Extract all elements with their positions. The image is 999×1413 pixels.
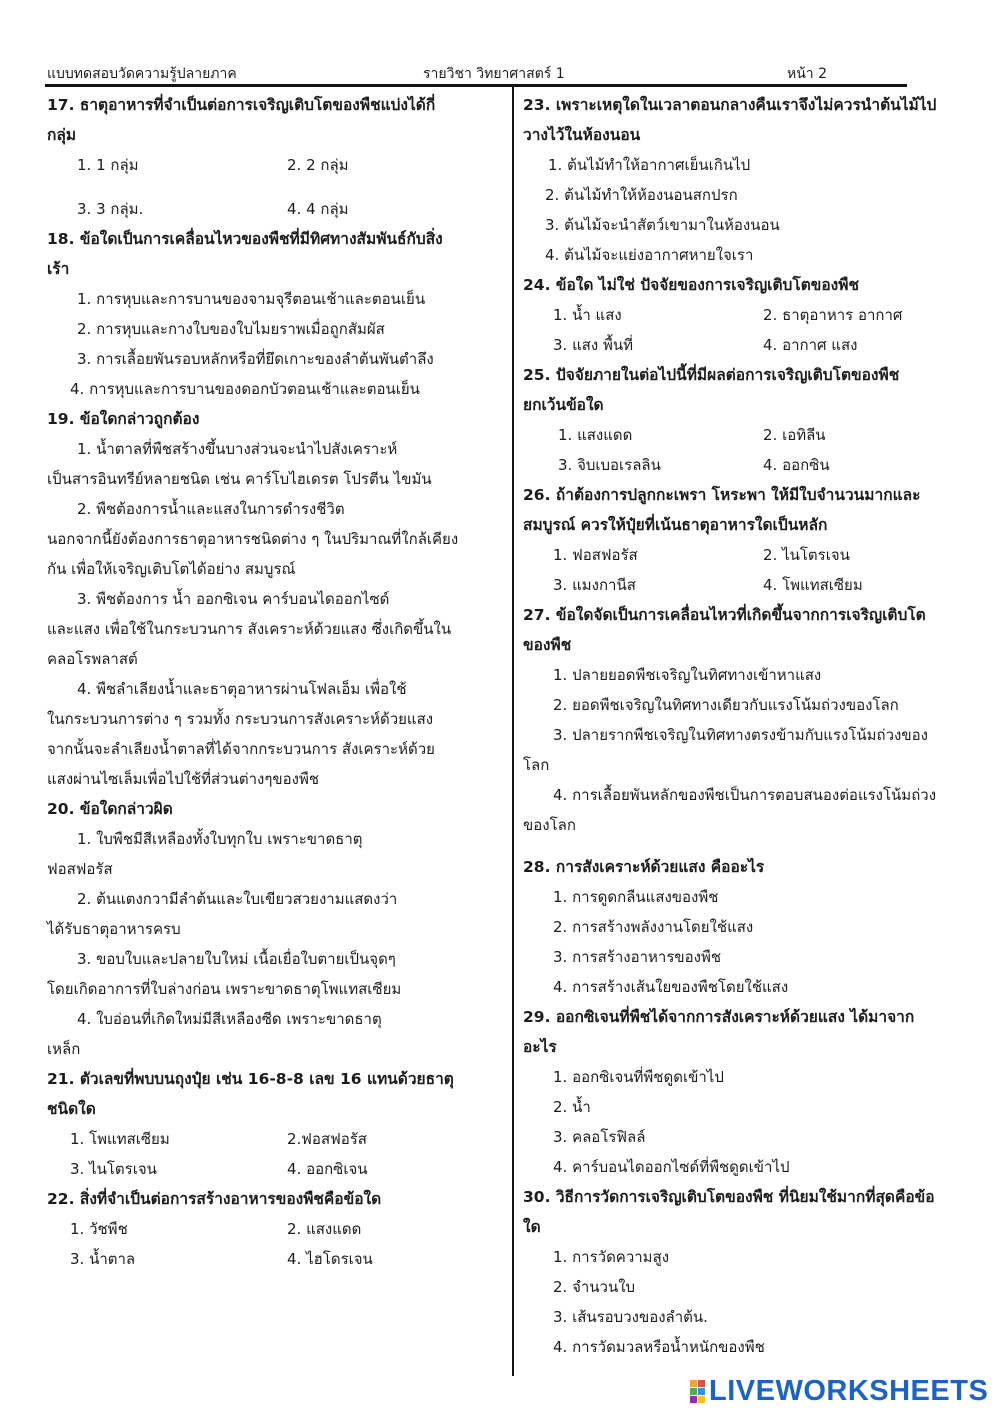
statement-2: 2. ต้นแตงกวามีลำต้นและใบเขียวสวยงามแสดงว่า [77, 890, 398, 908]
option-3: 3. ไนโตรเจน [70, 1160, 157, 1178]
option-2: 2. การสร้างพลังงานโดยใช้แสง [553, 918, 754, 936]
question-title: 18. ข้อใดเป็นการเคลื่อนไหวของพืชที่มีทิศทางสัมพันธ์กับสิ่ง [47, 230, 443, 248]
statement-2-cont: ได้รับธาตุอาหารครบ [47, 920, 181, 938]
question-title: 23. เพราะเหตุใดในเวลาตอนกลางคืนเราจึงไม่ควรนำต้นไม้ไป [523, 96, 937, 114]
question-title: 19. ข้อใดกล่าวถูกต้อง [47, 410, 200, 428]
statement-4-cont: จากนั้นจะลำเลียงน้ำตาลที่ได้จากกระบวนการ สังเคราะห์ด้วย [47, 740, 435, 758]
liveworksheets-logo[interactable] [690, 1376, 988, 1406]
option-1: 1. 1 กลุ่ม [77, 156, 139, 174]
question-title: 17. ธาตุอาหารที่จำเป็นต่อการเจริญเติบโตของพืชแบ่งได้กี่ [47, 96, 436, 114]
option-1: 1. แสงแดด [558, 426, 633, 444]
option-4: 4. 4 กลุ่ม [287, 200, 349, 218]
option-4: 4. การหุบและการบานของดอกบัวตอนเช้าและตอนเย็น [70, 380, 420, 398]
option-2: 2. 2 กลุ่ม [287, 156, 349, 174]
question-title: 21. ตัวเลขที่พบบนถุงปุ๋ย เช่น 16-8-8 เลข 16 แทนด้วยธาตุ [47, 1070, 454, 1088]
option-3-cont: โลก [523, 756, 550, 774]
question-19 [47, 404, 502, 794]
question-18 [47, 224, 502, 404]
header-left: แบบทดสอบวัดความรู้ปลายภาค [47, 66, 237, 82]
option-2: 2. การหุบและกางใบของใบไมยราพเมื่อถูกสัมผัส [77, 320, 385, 338]
option-3: 3. เส้นรอบวงของลำต้น. [553, 1308, 708, 1326]
option-3: 3. คลอโรฟิลล์ [553, 1128, 646, 1146]
question-title-cont: วางไว้ในห้องนอน [523, 126, 641, 144]
column-divider [512, 86, 514, 1376]
option-1: 1. การดูดกลืนแสงของพืช [553, 888, 719, 906]
option-3: 3. น้ำตาล [70, 1250, 136, 1268]
option-3: 3. ปลายรากพืชเจริญในทิศทางตรงข้ามกับแรงโน้มถ่วงของ [553, 726, 928, 744]
question-title-cont: กลุ่ม [47, 126, 77, 144]
option-1: 1. ออกซิเจนที่พืชดูดเข้าไป [553, 1068, 724, 1086]
question-title: 22. สิ่งที่จำเป็นต่อการสร้างอาหารของพืชคือข้อใด [47, 1190, 382, 1208]
option-4-cont: ของโลก [523, 816, 576, 834]
question-20 [47, 794, 502, 1064]
option-2: 2. น้ำ [553, 1098, 591, 1116]
option-3: 3. จิบเบอเรลลิน [558, 456, 661, 474]
option-2: 2. ไนโตรเจน [763, 546, 850, 564]
statement-4-cont: ในกระบวนการต่าง ๆ รวมทั้ง กระบวนการสังเคราะห์ด้วยแสง [47, 710, 434, 728]
option-2: 2. ต้นไม้ทำให้ห้องนอนสกปรก [545, 186, 738, 204]
statement-4: 4. ใบอ่อนที่เกิดใหม่มีสีเหลืองซีด เพราะขาดธาตุ [77, 1010, 382, 1028]
option-3: 3. การเลื้อยพันรอบหลักหรือที่ยึดเกาะของลำต้นพันตำลึง [77, 350, 434, 368]
option-1: 1. วัชพืช [70, 1220, 128, 1238]
left-column [47, 90, 502, 1274]
option-4: 4. ต้นไม้จะแย่งอากาศหายใจเรา [545, 246, 754, 264]
statement-1: 1. ใบพืชมีสีเหลืองทั้งใบทุกใบ เพราะขาดธาตุ [77, 830, 363, 848]
option-1: 1. ฟอสฟอรัส [553, 546, 638, 564]
question-title-cont: อะไร [523, 1038, 557, 1056]
statement-3-cont: คลอโรพลาสต์ [47, 650, 138, 668]
question-title-cont: ชนิดใด [47, 1100, 96, 1118]
statement-1: 1. น้ำตาลที่พืชสร้างขึ้นบางส่วนจะนำไปสังเคราะห์ [77, 440, 398, 458]
question-title-cont: เร้า [47, 260, 70, 278]
logo-block [698, 1396, 705, 1403]
logo-block [690, 1380, 697, 1387]
option-2: 2. ยอดพืชเจริญในทิศทางเดียวกับแรงโน้มถ่วงของโลก [553, 696, 899, 714]
question-22 [47, 1184, 502, 1274]
option-4: 4. อากาศ แสง [763, 336, 858, 354]
option-3: 3. 3 กลุ่ม. [77, 200, 144, 218]
option-2: 2. ธาตุอาหาร อากาศ [763, 306, 903, 324]
option-4: 4. ไฮโดรเจน [287, 1250, 373, 1268]
logo-text: LIVEWORKSHEETS [709, 1374, 989, 1407]
question-25 [523, 360, 973, 480]
statement-2: 2. พืชต้องการน้ำและแสงในการดำรงชีวิต [77, 500, 345, 518]
logo-block [690, 1388, 697, 1395]
option-4: 4. การเลื้อยพันหลักของพืชเป็นการตอบสนองต่อแรงโน้มถ่วง [553, 786, 937, 804]
question-29 [523, 1002, 973, 1182]
right-column [523, 90, 973, 1362]
question-title-cont: ยกเว้นข้อใด [523, 396, 604, 414]
option-1: 1. โพแทสเซียม [70, 1130, 170, 1148]
statement-1-cont: ฟอสฟอรัส [47, 860, 113, 878]
statement-3-cont: โดยเกิดอาการที่ใบล่างก่อน เพราะขาดธาตุโพแทสเซียม [47, 980, 402, 998]
question-title: 26. ถ้าต้องการปลูกกะเพรา โหระพา ให้มีใบจำนวนมากและ [523, 486, 921, 504]
question-title-cont: สมบูรณ์ ควรให้ปุ๋ยที่เน้นธาตุอาหารใดเป็นหลัก [523, 516, 828, 534]
header-center: รายวิชา วิทยาศาสตร์ 1 [423, 66, 565, 82]
option-4: 4. โพแทสเซียม [763, 576, 863, 594]
question-title: 28. การสังเคราะห์ด้วยแสง คืออะไร [523, 858, 765, 876]
question-30 [523, 1182, 973, 1362]
option-3: 3. การสร้างอาหารของพืช [553, 948, 722, 966]
option-1: 1. ต้นไม้ทำให้อากาศเย็นเกินไป [548, 156, 751, 174]
question-title: 24. ข้อใด ไม่ใช่ ปัจจัยของการเจริญเติบโตของพืช [523, 276, 859, 294]
option-3: 3. แสง พื้นที่ [553, 336, 634, 354]
option-3: 3. ต้นไม้จะนำสัตว์เขามาในห้องนอน [545, 216, 780, 234]
question-title: 20. ข้อใดกล่าวผิด [47, 800, 173, 818]
option-2: 2. เอทิลีน [763, 426, 826, 444]
question-title: 27. ข้อใดจัดเป็นการเคลื่อนไหวที่เกิดขึ้นจากการเจริญเติบโต [523, 606, 926, 624]
option-4: 4. ออกซิเจน [287, 1160, 368, 1178]
question-26 [523, 480, 973, 600]
question-24 [523, 270, 973, 360]
header-rule [45, 84, 907, 87]
statement-3: 3. ขอบใบและปลายใบใหม่ เนื้อเยื่อใบตายเป็นจุดๆ [77, 950, 396, 968]
option-2: 2. จำนวนใบ [553, 1278, 636, 1296]
question-21 [47, 1064, 502, 1184]
question-27 [523, 600, 973, 840]
option-2: 2.ฟอสฟอรัส [287, 1130, 367, 1148]
logo-blocks-icon [690, 1380, 705, 1403]
question-title-cont: ของพืช [523, 636, 572, 654]
statement-2-cont: กัน เพื่อให้เจริญเติบโตได้อย่าง สมบูรณ์ [47, 560, 296, 578]
question-title-cont: ใด [523, 1218, 541, 1236]
option-4: 4. ออกซิน [763, 456, 830, 474]
statement-4-cont: แสงผ่านไซเล็มเพื่อไปใช้ที่ส่วนต่างๆของพืช [47, 770, 320, 788]
question-title: 29. ออกซิเจนที่พืชได้จากการสังเคราะห์ด้วยแสง ได้มาจาก [523, 1008, 915, 1026]
question-23 [523, 90, 973, 270]
option-1: 1. การหุบและการบานของจามจุรีตอนเช้าและตอนเย็น [77, 290, 426, 308]
logo-block [690, 1396, 697, 1403]
option-1: 1. การวัดความสูง [553, 1248, 670, 1266]
logo-block [698, 1388, 705, 1395]
statement-2-cont: นอกจากนี้ยังต้องการธาตุอาหารชนิดต่าง ๆ ในปริมาณที่ใกล้เคียง [47, 530, 459, 548]
option-4: 4. การสร้างเส้นใยของพืชโดยใช้แสง [553, 978, 789, 996]
option-1: 1. น้ำ แสง [553, 306, 622, 324]
statement-4-cont: เหล็ก [47, 1040, 81, 1058]
option-4: 4. คาร์บอนไดออกไซด์ที่พืชดูดเข้าไป [553, 1158, 790, 1176]
statement-1-cont: เป็นสารอินทรีย์หลายชนิด เช่น คาร์โบไฮเดรต โปรตีน ไขมัน [47, 470, 432, 488]
question-title: 25. ปัจจัยภายในต่อไปนี้ที่มีผลต่อการเจริญเติบโตของพืช [523, 366, 900, 384]
statement-4: 4. พืชลำเลียงน้ำและธาตุอาหารผ่านโฟลเอ็ม เพื่อใช้ [77, 680, 407, 698]
logo-block [698, 1380, 705, 1387]
option-1: 1. ปลายยอดพืชเจริญในทิศทางเข้าหาแสง [553, 666, 822, 684]
question-28 [523, 852, 973, 1002]
header-page: หน้า 2 [787, 66, 828, 82]
option-4: 4. การวัดมวลหรือน้ำหนักของพืช [553, 1338, 765, 1356]
question-title: 30. วิธีการวัดการเจริญเติบโตของพืช ที่นิยมใช้มากที่สุดคือข้อ [523, 1188, 935, 1206]
statement-3-cont: และแสง เพื่อใช้ในกระบวนการ สังเคราะห์ด้วยแสง ซึ่งเกิดขึ้นใน [47, 620, 452, 638]
question-17 [47, 90, 502, 224]
option-2: 2. แสงแดด [287, 1220, 362, 1238]
statement-3: 3. พืชต้องการ น้ำ ออกซิเจน คาร์บอนไดออกไซด์ [77, 590, 390, 608]
option-3: 3. แมงกานีส [553, 576, 636, 594]
